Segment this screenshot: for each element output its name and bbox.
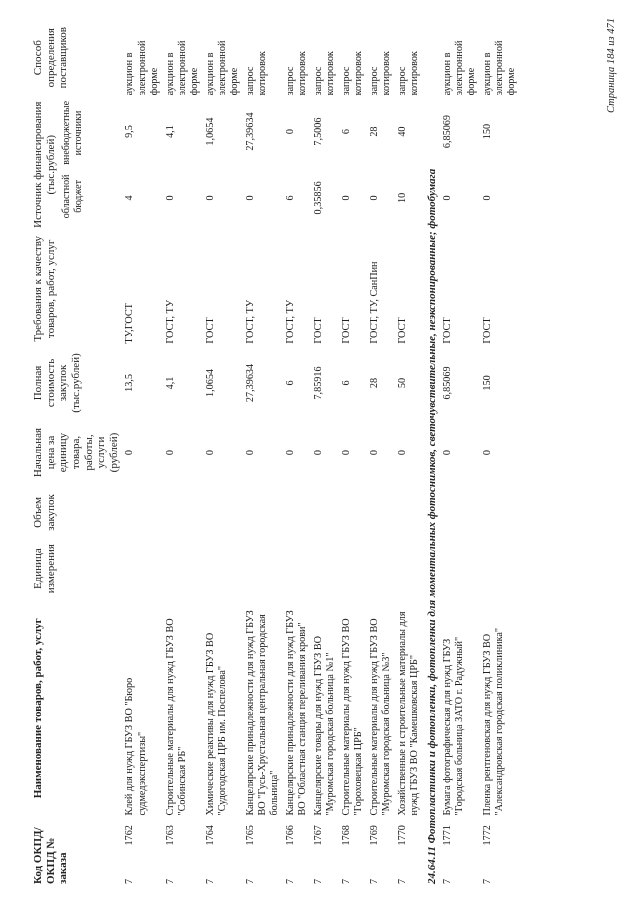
section-row xyxy=(423,17,440,887)
row-number: 1765 xyxy=(244,825,256,846)
row-unit xyxy=(440,539,480,598)
row-kod: 7 xyxy=(369,878,381,884)
row-fin-offbudget: 9,5 xyxy=(124,125,136,138)
row-unit xyxy=(311,539,339,598)
row-total: 27,39634 xyxy=(244,363,256,403)
row-fin-regional: 0 xyxy=(164,195,176,201)
row-fin-offbudget: 40 xyxy=(397,126,409,137)
row-price: 0 xyxy=(312,449,324,456)
row-method: запрос котировок xyxy=(369,51,393,96)
row-total: 28 xyxy=(369,377,381,389)
row-fin-offbudget: 1,0654 xyxy=(204,117,216,146)
row-total: 6 xyxy=(340,380,352,386)
row-method: аукцион в электронной форме xyxy=(442,40,478,96)
row-number: 1764 xyxy=(204,825,216,846)
table-row xyxy=(203,17,243,887)
row-method: запрос котировок xyxy=(397,51,421,96)
row-method: аукцион в электронной форме xyxy=(204,40,240,96)
header-total: Полная стоимость закупок (тыс.рублей) xyxy=(32,353,82,413)
row-requirements: ГОСТ xyxy=(312,317,324,344)
row-price: 0 xyxy=(340,449,352,456)
row-requirements: ГОСТ xyxy=(397,317,409,344)
row-volume xyxy=(339,486,367,539)
row-volume xyxy=(440,486,480,539)
procurement-table xyxy=(30,17,520,887)
row-number: 1769 xyxy=(369,825,381,846)
row-name: Канцелярские товары для нужд ГБУЗ ВО "Муромская городская больница №1" xyxy=(312,636,336,816)
row-requirements: ГОСТ, ТУ xyxy=(164,299,176,344)
row-fin-offbudget: 28 xyxy=(369,126,381,137)
row-total: 4,1 xyxy=(164,376,176,390)
row-number: 1762 xyxy=(124,825,136,846)
row-name: Канцелярские принадлежности для нужд ГБУЗ ВО "Областная станция переливания крови" xyxy=(284,610,308,816)
row-price: 0 xyxy=(204,449,216,456)
row-method: запрос котировок xyxy=(244,51,268,96)
row-volume xyxy=(480,486,520,539)
row-total: 150 xyxy=(482,375,494,391)
row-number: 1767 xyxy=(312,825,324,846)
row-requirements: ГОСТ xyxy=(204,317,216,344)
row-number: 1766 xyxy=(284,825,296,846)
row-fin-regional: 0 xyxy=(244,195,256,201)
table-row xyxy=(440,17,480,887)
row-number: 1772 xyxy=(482,825,494,846)
row-unit xyxy=(243,539,283,598)
row-name: Строительные материалы для нужд ГБУЗ ВО "Гороховецкая ЦРБ" xyxy=(340,618,365,816)
row-unit xyxy=(480,539,520,598)
row-volume xyxy=(283,486,311,539)
row-unit xyxy=(283,539,311,598)
row-total: 50 xyxy=(397,377,409,389)
row-number: 1771 xyxy=(442,825,454,846)
row-method: запрос котировок xyxy=(312,51,336,96)
section-title: 24.64.11 Фотопластинки и фотопленки, фотопленки для моментальных фотоснимков, светочувствительные, неэкспонированные; фотобумага xyxy=(426,168,439,884)
row-fin-regional: 6 xyxy=(284,195,296,201)
row-name: Канцелярские принадлежности для нужд ГБУЗ ВО "Гусь-Хрустальная центральная городская больница" xyxy=(244,610,280,816)
row-kod: 7 xyxy=(204,878,216,884)
row-unit xyxy=(122,539,162,598)
row-requirements: ГОСТ, ТУ, СанПин xyxy=(369,261,381,344)
row-method: запрос котировок xyxy=(284,51,308,96)
row-fin-regional: 0 xyxy=(204,195,216,201)
header-code: Код ОКПД/ ОКПД № заказа xyxy=(32,827,70,884)
row-volume xyxy=(311,486,339,539)
header-finance-title: Источник финансирования (тыс.рублей) xyxy=(32,101,57,228)
row-requirements: ГОСТ xyxy=(340,317,352,344)
row-price: 0 xyxy=(164,449,176,456)
row-price: 0 xyxy=(442,449,454,456)
row-fin-offbudget: 7,5006 xyxy=(312,117,324,146)
table-row xyxy=(283,17,311,887)
row-volume xyxy=(122,486,162,539)
row-total: 13,5 xyxy=(124,374,136,392)
row-fin-regional: 10 xyxy=(397,192,409,203)
header-method: Способ определения поставщиков xyxy=(32,27,70,89)
row-requirements: ГОСТ, ТУ xyxy=(244,299,256,344)
row-number: 1763 xyxy=(164,825,176,846)
row-price: 0 xyxy=(482,449,494,456)
row-kod: 7 xyxy=(284,878,296,884)
row-price: 0 xyxy=(124,449,136,456)
row-price: 0 xyxy=(244,449,256,456)
row-method: аукцион в электронной форме xyxy=(164,40,200,96)
row-volume xyxy=(203,486,243,539)
table-row xyxy=(395,17,423,887)
row-unit xyxy=(395,539,423,598)
row-fin-offbudget: 27,39634 xyxy=(244,112,256,151)
row-kod: 7 xyxy=(340,878,352,884)
table-row xyxy=(122,17,162,887)
row-total: 7,85916 xyxy=(312,366,324,400)
row-kod: 7 xyxy=(482,878,494,884)
row-kod: 7 xyxy=(124,878,136,884)
row-unit xyxy=(367,539,395,598)
row-name: Строительные материалы для нужд ГБУЗ ВО "Собинская РБ" xyxy=(164,618,188,816)
row-fin-offbudget: 4,1 xyxy=(164,125,176,138)
row-price: 0 xyxy=(369,449,381,456)
row-fin-regional: 0 xyxy=(340,195,352,201)
row-fin-regional: 0 xyxy=(442,195,454,201)
row-kod: 7 xyxy=(244,878,256,884)
row-kod: 7 xyxy=(442,878,454,884)
row-name: Бумага фотографическая для нужд ГБУЗ "Городская больница ЗАТО г. Радужный" xyxy=(442,636,466,816)
row-requirements: ГОСТ xyxy=(442,317,454,344)
row-fin-regional: 0 xyxy=(369,195,381,201)
row-number: 1768 xyxy=(340,825,352,846)
row-total: 6 xyxy=(284,380,296,386)
row-volume xyxy=(243,486,283,539)
row-kod: 7 xyxy=(164,878,176,884)
row-name: Клей для нужд ГБУЗ ВО "Бюро судмедэкспертизы" xyxy=(124,677,148,816)
table-row xyxy=(339,17,367,887)
row-fin-offbudget: 6,85069 xyxy=(442,115,454,149)
header-name: Наименование товаров, работ, услуг xyxy=(32,618,44,799)
row-kod: 7 xyxy=(397,878,409,884)
header-requirements: Требования к качеству товаров, работ, услуг xyxy=(32,235,57,342)
row-fin-offbudget: 0 xyxy=(284,129,296,135)
table-row xyxy=(311,17,339,887)
row-method: аукцион в электронной форме xyxy=(482,40,518,96)
row-fin-offbudget: 6 xyxy=(340,129,352,135)
row-method: аукцион в электронной форме xyxy=(124,40,160,96)
row-total: 1,0654 xyxy=(204,368,216,397)
table-row xyxy=(243,17,283,887)
row-price: 0 xyxy=(397,449,409,456)
row-requirements: ГОСТ, ТУ xyxy=(284,299,296,344)
row-name: Хозяйственные и строительные материалы для нужд ГБУЗ ВО "Камешковская ЦРБ" xyxy=(397,611,421,816)
page-footer: Страница 184 из 471 xyxy=(606,18,617,114)
row-volume xyxy=(163,486,203,539)
row-requirements: ГОСТ xyxy=(482,317,494,344)
row-unit xyxy=(203,539,243,598)
row-fin-regional: 0 xyxy=(482,195,494,201)
row-unit xyxy=(339,539,367,598)
header-fin-regional: областной бюджет xyxy=(61,174,84,219)
row-number: 1770 xyxy=(397,825,409,846)
row-volume xyxy=(395,486,423,539)
header-price: Начальная цена за единицу товара, работы, услуги (рублей) xyxy=(32,427,120,478)
table-row xyxy=(480,17,520,887)
row-fin-regional: 0,35856 xyxy=(312,181,324,215)
row-price: 0 xyxy=(284,449,296,456)
row-name: Химические реактивы для нужд ГБУЗ ВО "Судогодская ЦРБ им. Поспелова" xyxy=(204,632,228,816)
header-finance xyxy=(30,98,122,231)
row-total: 6,85069 xyxy=(442,366,454,400)
header-fin-offbudget: внебюджетные источники xyxy=(61,100,84,165)
row-method: запрос котировок xyxy=(340,51,365,96)
row-fin-regional: 4 xyxy=(124,195,136,201)
header-unit: Единица измерения xyxy=(32,544,57,594)
row-unit xyxy=(163,539,203,598)
row-name: Строительные материалы для нужд ГБУЗ ВО "Муромская городская больница №3" xyxy=(369,618,393,816)
row-fin-offbudget: 150 xyxy=(482,123,494,140)
header-volume: Объем закупок xyxy=(32,494,57,531)
table-row xyxy=(367,17,395,887)
row-volume xyxy=(367,486,395,539)
table-row xyxy=(163,17,203,887)
row-kod: 7 xyxy=(312,878,324,884)
row-name: Пленка рентгеновская для нужд ГБУЗ ВО "Александровская городская поликлиника" xyxy=(482,627,506,816)
row-requirements: ТУ,ГОСТ xyxy=(124,303,136,344)
